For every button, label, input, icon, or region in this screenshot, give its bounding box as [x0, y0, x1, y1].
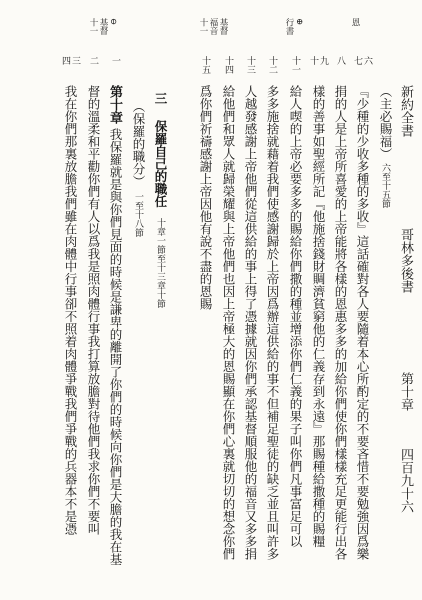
verse-marker: 二	[88, 56, 98, 65]
verse-marker: 十四	[223, 56, 233, 74]
cross-reference: ⊕ 行書	[284, 18, 304, 35]
section-range: 一至十八節	[133, 192, 143, 237]
verse-marker: 六 七	[352, 56, 372, 65]
cross-reference: 恩	[350, 18, 360, 27]
verse-marker: 一	[110, 56, 120, 65]
verse-marker: 三 四	[60, 56, 80, 65]
part-number: 三	[153, 92, 168, 105]
text-column: 人越發感謝上帝他們從這供給的事上得了憑據就因你們承認基督順服他的福音又多多捐	[243, 85, 258, 560]
text-column: 督的溫柔和平勸你們有人以爲我是照肉體行事我打算放膽對待他們我求你們不要叫	[86, 85, 101, 535]
section-heading: （主必賜福）	[378, 85, 393, 160]
text-column: 捐的人是上帝所喜愛的上帝能將各樣的恩惠多多的加給你們使你們樣樣充足更能行出各	[333, 85, 348, 560]
verse-marker: 九 十	[308, 56, 328, 65]
text-column: 樣的善事如聖經所記『他施捨錢財賙濟貧窮他的仁義存到永遠』那賜種給撒種的賜糧	[311, 85, 326, 548]
verse-marker: 十五	[200, 56, 210, 74]
verse-marker: 十一	[290, 56, 300, 74]
text-column: 給人喫的上帝必要多多的賜給你們撒的種並增添你們仁義的果子叫你們凡事富足可以	[288, 85, 303, 548]
part-heading: 保羅自己的職任	[153, 120, 168, 208]
verse-marker: 十二	[267, 56, 277, 74]
cross-reference: ⊖ 基督 十一	[88, 18, 118, 35]
text-column: 我在你們那裏放膽我們雖在肉體中行事卻不照着肉體爭戰我們爭戰的兵器本不是憑	[63, 85, 78, 535]
part-range: 十章一節至十三章十節	[155, 218, 165, 308]
verse-marker: 十三	[245, 56, 255, 74]
verse-marker: 八	[335, 56, 345, 65]
cross-reference: 基督 福音 十一	[198, 18, 228, 35]
text-column: 我保羅就是與你們見面的時候是謙卑的離開了你們的時候向你們是大膽的我在基	[108, 128, 123, 566]
text-column: 爲你們祈禱感謝上帝因他有說不盡的恩賜	[198, 85, 213, 310]
page-number: 四百九十六	[398, 448, 413, 513]
text-column: 給他們和眾人就歸榮耀與上帝他們也因上帝極大的恩賜顯在你們心裏就切切的想念你們	[221, 85, 236, 560]
running-header-book: 新約全書	[398, 85, 413, 137]
section-heading: （保羅的職分）	[131, 100, 146, 188]
text-column: 『少種的少收多種的多收』這話確對各人要隨着本心所酌定的不要吝惜不要勉強因爲樂	[355, 85, 370, 560]
running-header-title: 哥林多後書	[398, 228, 413, 293]
section-range: 六至十五節	[380, 163, 390, 208]
running-header-chapter: 第十章	[398, 372, 413, 411]
text-column: 多多施捨就藉着我們使感謝歸於上帝因爲辦這供給的事不但補足聖徒的缺乏並且叫許多	[265, 85, 280, 560]
chapter-label: 第十章	[107, 85, 122, 124]
